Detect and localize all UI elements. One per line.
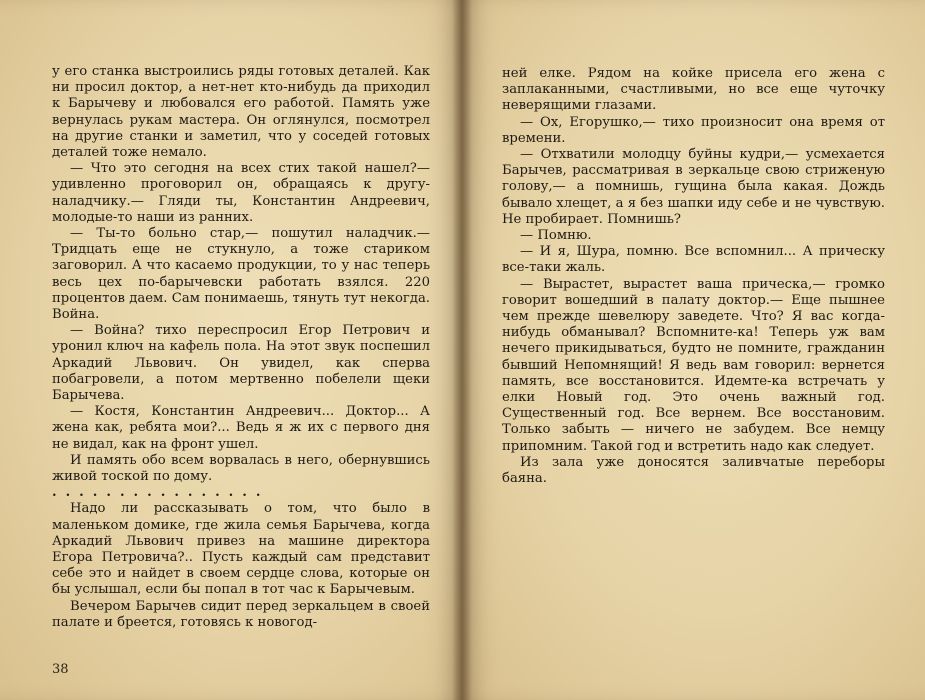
paragraph: у его станка выстроились ряды готовых деталей. Как ни просил доктор, а нет-нет кто-нибудь да приходил к Барычеву и любовался его работой. Память уже вернулась рукам мастера. Он оглянулся, посмотрел на другие станки и заметил, что у соседей готовых деталей тоже немало.: [52, 64, 430, 161]
paragraph: — И я, Шура, помню. Все вспомнил... А прическу все-таки жаль.: [502, 244, 885, 276]
book-gutter: [452, 0, 472, 700]
paragraph: — Что это сегодня на всех стих такой нашел?— удивленно проговорил он, обращаясь к другу-наладчику.— Гляди ты, Константин Андреевич, молодые-то наши из ранних.: [52, 161, 430, 225]
paragraph: Надо ли рассказывать о том, что было в маленьком домике, где жила семья Барычева, когда Аркадий Львович привез на машине директора Егора Петровича?.. Пусть каждый сам представит себе это и найдет в своем сердце слова, которые он бы услышал, если бы попал в тот час к Барычевым.: [52, 501, 430, 598]
paragraph: И память обо всем ворвалась в него, обернувшись живой тоской по дому.: [52, 452, 430, 485]
paragraph: Из зала уже доносятся заливчатые переборы баяна.: [502, 454, 885, 487]
paragraph: ней елке. Рядом на койке присела его жена с заплаканными, счастливыми, но все еще чуточку неверящими глазами.: [502, 66, 885, 114]
paragraph: — Костя, Константин Андреевич... Доктор... А жена как, ребята мои?... Ведь я ж их с первого дня не видал, как на фронт ушел.: [52, 404, 430, 452]
page-number: 38: [52, 662, 69, 677]
paragraph: — Ты-то больно стар,— пошутил наладчик.— Тридцать еще не стукнуло, а тоже стариком заговорил. А что касаемо продукции, то у нас теперь весь цех по-барычевски работать взялся. 220 процентов даем. Сам понимаешь, тянуть тут некогда. Война.: [52, 226, 430, 323]
left-page-text: [52, 64, 430, 631]
left-page: [0, 0, 462, 700]
paragraph: — Вырастет, вырастет ваша прическа,— громко говорит вошедший в палату доктор.— Еще пышнее чем прежде шевелюру заведете. Что? Я вас когда-нибудь обманывал? Вспомните-ка! Теперь уж вам нечего прикидываться, будто не помните, гражданин бывший Непомнящий! Я ведь вам говорил: вернется память, все восстановится. Идемте-ка встречать у елки Новый год. Это очень важный год. Существенный год. Все вернем. Все восстановим. Только забыть — ничего не забудем. Все немцу припомним. Такой год и встретить надо как следует.: [502, 276, 885, 454]
paragraph: — Ох, Егорушко,— тихо произносит она время от времени.: [502, 114, 885, 146]
section-separator: ................: [52, 485, 270, 501]
paragraph: — Помню.: [520, 228, 592, 244]
right-page-text: [502, 66, 885, 487]
paragraph: Вечером Барычев сидит перед зеркальцем в своей палате и бреется, готовясь к новогод-: [52, 598, 430, 630]
paragraph: — Война? тихо переспросил Егор Петрович и уронил ключ на кафель пола. На этот звук поспешил Аркадий Львович. Он увидел, как сперва побагровели, а потом мертвенно побелели щеки Барычева.: [52, 323, 430, 404]
right-page: [462, 0, 925, 700]
paragraph: — Отхватили молодцу буйны кудри,— усмехается Барычев, рассматривая в зеркальце свою стриженую голову,— а помнишь, гущина была какая. Дождь бывало хлещет, а я без шапки иду себе и не чувствую. Не пробирает. Помнишь?: [502, 147, 885, 227]
